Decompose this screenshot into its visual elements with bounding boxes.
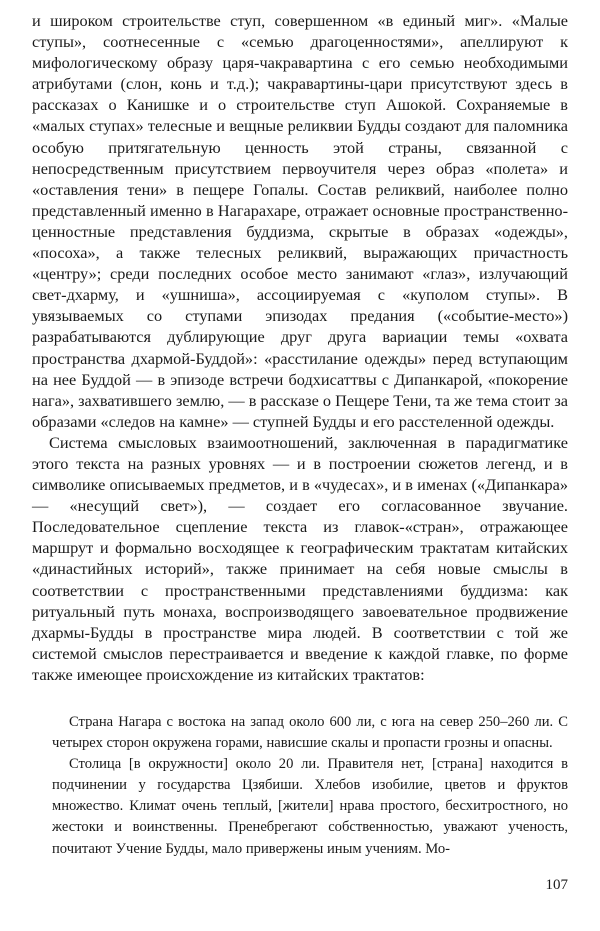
quote-paragraph-nagara: Страна Нагара с востока на запад около 600 ли, с юга на север 250–260 ли. С четырех сторон окружена горами, нависшие скалы и пропасти грозны и опасны. <box>52 714 568 752</box>
paragraph-reliquaries: и широком строительстве ступ, совершенном «в единый миг». «Малые ступы», соотнесенные с «семью драгоценностями», апеллируют к мифологическому образу царя-чакравартина с его семью необходимыми атрибутами (слон, конь и т.д.); чакравартины-цари присутствуют здесь в рассказах о Канишке и о строительстве ступ Ашокой. Сохраняемые в «малых ступах» телесные и вещные реликвии Будды создают для паломника особую притягательную ценность этой страны, связанной с непосредственным присутствием первоучителя через образ «полета» и «оставления тени» в пещере Гопалы. Состав реликвий, наиболее полно представленный именно в Нагарахаре, отражает основные пространственно-ценностные представления буддизма, скрытые в образах «одежды», «посоха», а также телесных реликвий, выражающих причастность «центру»; среди последних особое место занимают «глаз», излучающий свет-дхарму, и «ушниша», ассоциируемая с «куполом ступы». В увязываемых со ступами эпизодах предания («событие-место») разрабатываются дублирующие друг друга вариации темы «охвата пространства дхармой-Буддой»: «расстилание одежды» перед вступающим на нее Буддой — в эпизоде встречи бодхисаттвы с Дипанкарой, «покорение нага», захватившего землю, — в рассказе о Пещере Тени, та же тема стоит за образами «следов на камне» — ступней Будды и его расстеленной одежды. <box>32 11 569 431</box>
main-text <box>32 10 568 685</box>
quote-paragraph-capital: Столица [в окружности] около 20 ли. Правителя нет, [страна] находится в подчинении у государства Цзябиши. Хлебов изобилие, цветов и фруктов множество. Климат очень теплый, [жители] нрава простого, бесхитростного, но жестоки и воинственны. Пренебрегают собственностью, уважают ученость, почитают Учение Будды, мало привержены иным учениям. Мо- <box>52 756 568 857</box>
paragraph-semantic-system: Система смысловых взаимоотношений, заключенная в парадигматике этого текста на разных уровнях — и в построении сюжетов легенд, и в символике описываемых предметов, и в «чудесах», и в именах («Дипанкара» — «несущий свет»), — создает его согласованное звучание. Последовательное сцепление текста из главок-«стран», отражающее маршрут и формально восходящее к географическим трактатам китайских «династийных историй», также принимает на себя новые смыслы в соответствии с пространственными представлениями буддизма: как ритуальный путь монаха, воспроизводящего завоевательное продвижение дхармы-Будды в пространстве мира людей. В соответствии с той же системой смыслов перестраивается и введение к каждой главке, по форме также имеющее происхождение из китайских трактатов: <box>32 432 568 684</box>
page-number: 107 <box>545 877 568 893</box>
quoted-excerpt <box>52 712 568 860</box>
